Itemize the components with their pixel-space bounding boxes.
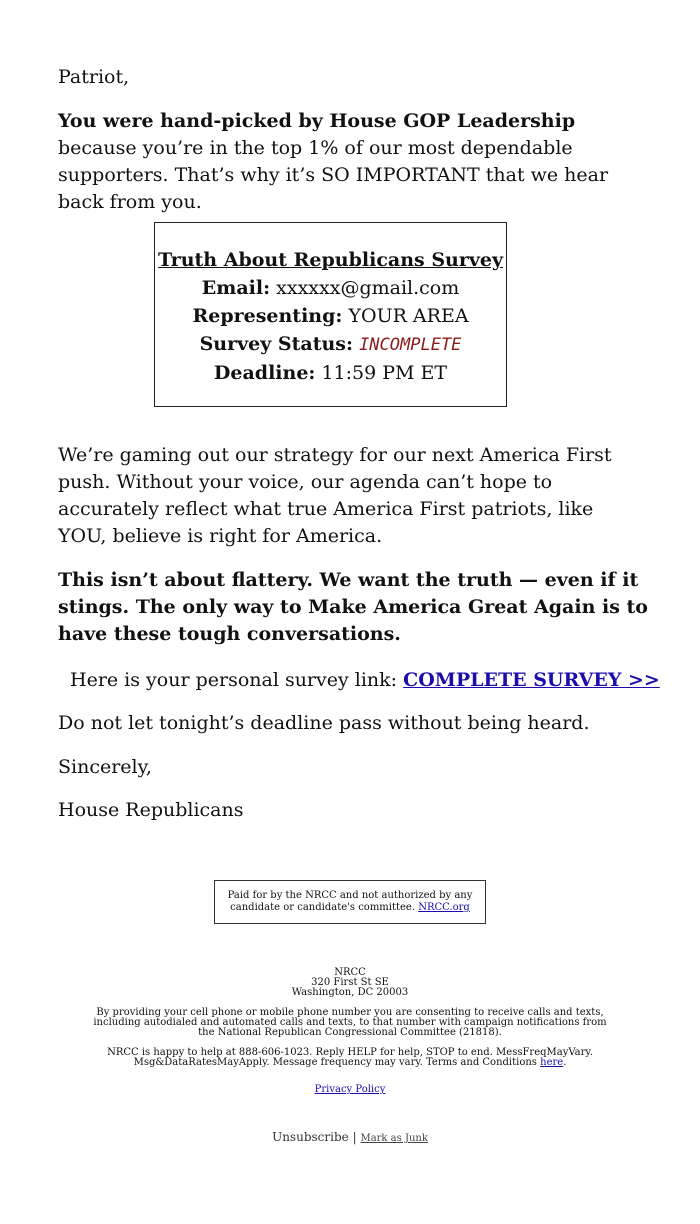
footer-help: NRCC is happy to help at 888-606-1023. Reply HELP for help, STOP to end. MessFreqMayVary. Msg&DataRatesMayApply. Message frequency may vary. Terms and Conditions here. <box>107 1047 593 1068</box>
survey-deadline-row <box>155 359 506 387</box>
intro-bold: You were hand-picked by House GOP Leadership <box>58 110 576 132</box>
intro-rest: because you’re in the top 1% of our most dependable supporters. That’s why it’s SO IMPORTANT that we hear back from you. <box>58 137 609 213</box>
sign-off: Sincerely, <box>58 756 152 778</box>
survey-representing-row <box>155 302 506 330</box>
privacy-policy-link[interactable]: Privacy Policy <box>314 1084 386 1095</box>
footer-consent <box>90 1008 610 1038</box>
unsubscribe-separator: | <box>352 1130 357 1144</box>
survey-representing-value: YOUR AREA <box>348 305 469 327</box>
survey-link-line <box>70 667 670 694</box>
survey-status-row <box>155 330 506 359</box>
mark-as-junk-link[interactable]: Mark as Junk <box>360 1133 428 1144</box>
signature: House Republicans <box>58 799 244 821</box>
footer-address-line1: 320 First St SE <box>311 977 389 988</box>
paid-for-disclaimer <box>214 880 486 924</box>
survey-info-box <box>154 222 507 407</box>
survey-deadline-label: Deadline: <box>213 362 316 384</box>
survey-title: Truth About Republicans Survey <box>157 249 504 271</box>
greeting: Patriot, <box>58 66 130 88</box>
unsubscribe-link[interactable]: Unsubscribe <box>272 1130 349 1144</box>
survey-email-label: Email: <box>201 277 271 299</box>
footer-org-name: NRCC <box>334 967 366 978</box>
survey-deadline-value: 11:59 PM ET <box>321 362 448 384</box>
complete-survey-link[interactable]: COMPLETE SURVEY >> <box>403 669 660 691</box>
intro-paragraph <box>58 108 658 216</box>
survey-status-value: INCOMPLETE <box>359 335 462 355</box>
consent-text: By providing your cell phone or mobile phone number you are consenting to receive calls and texts, including autodialed and automated calls and texts, to that number with campaign notifications from the National Republican Congressional Committee (21818). <box>93 1007 607 1038</box>
truth-paragraph: This isn’t about flattery. We want the truth — even if it stings. The only way to Make America Great Again is to have these tough conversations. <box>58 569 648 645</box>
disclaimer-text: Paid for by the NRCC and not authorized by any candidate or candidate's committee. <box>227 890 473 913</box>
help-text: NRCC is happy to help at 888-606-1023. Reply HELP for help, STOP to end. MessFreqMayVary. Msg&DataRatesMayApply. Message frequency may vary. Terms and Conditions <box>107 1047 593 1068</box>
footer-privacy <box>90 1085 610 1095</box>
survey-status-label: Survey Status: <box>199 333 354 355</box>
deadline-line: Do not let tonight’s deadline pass without being heard. <box>58 712 590 734</box>
survey-email-row <box>155 274 506 302</box>
footer-address <box>90 968 610 998</box>
survey-email-value: xxxxxx@gmail.com <box>276 277 460 299</box>
unsubscribe-row <box>0 1130 700 1144</box>
terms-link[interactable]: here <box>540 1057 564 1068</box>
footer-address-line2: Washington, DC 20003 <box>291 987 409 998</box>
survey-representing-label: Representing: <box>192 305 343 327</box>
survey-link-prefix: Here is your personal survey link: <box>70 669 398 691</box>
nrcc-org-link[interactable]: NRCC.org <box>418 902 470 913</box>
strategy-paragraph: We’re gaming out our strategy for our next America First push. Without your voice, our agenda can’t hope to accurately reflect what true America First patriots, like YOU, believe is right for America. <box>58 444 612 547</box>
